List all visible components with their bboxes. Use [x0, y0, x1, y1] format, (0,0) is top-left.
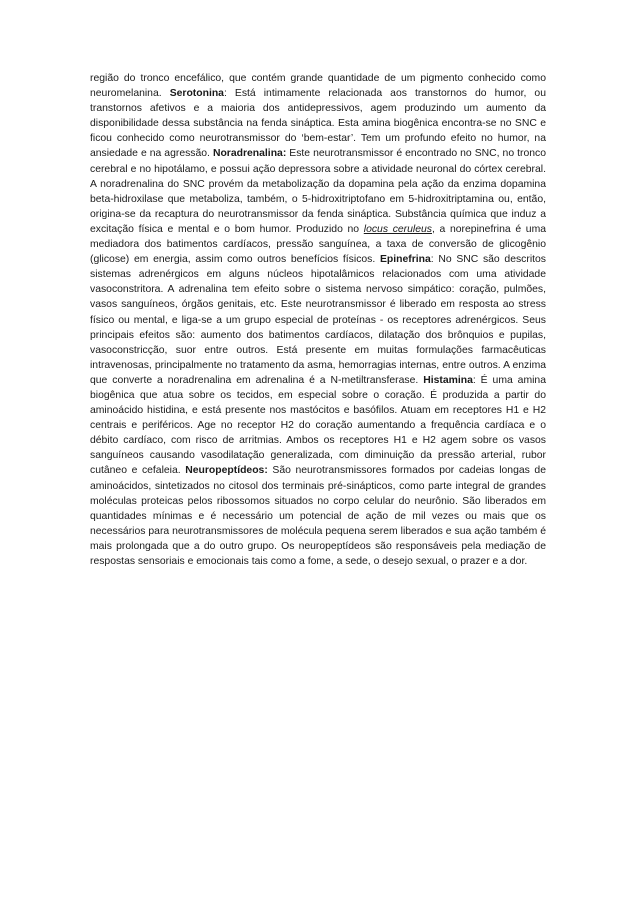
text-segment: , a norepinefrina é uma mediadora dos batimentos cardíacos, pressão sanguínea, a taxa de conversão de glicogênio (glicose) em energia, assim como outros benefícios físicos.: [90, 223, 547, 266]
term-locus-ceruleus: locus ceruleus: [363, 223, 432, 235]
text-segment: região do tronco encefálico, que contém grande quantidade de um pigmento conhecido como neuromelanina.: [90, 73, 546, 100]
text-segment: Este neurotransmissor é encontrado no SNC, no tronco cerebral e no hipotálamo, e possui ação depressora sobre a atividade neuronal do córtex cerebral. A noradrenalina do SNC provém da metabolização da dopamina pela ação da enzima dopamina beta-hidroxilase que metaboliza, também, o 5-hidroxitriptofano em 5-hidroxitriptamina ou, então, origina-se da recaptura do neurotransmissor da fenda sináptica. Substância química que induz a excitação física e mental e o bom humor. Produzido no: [90, 148, 546, 235]
term-serotonina: Serotonina: [169, 88, 224, 100]
term-epinefrina: Epinefrina: [379, 254, 431, 266]
term-noradrenalina: Noradrenalina:: [212, 148, 287, 160]
term-neuropeptideos: Neuropeptídeos:: [185, 465, 268, 477]
body-text: [90, 71, 546, 569]
text-segment: : No SNC são descritos sistemas adrenérgicos em alguns núcleos hipotalâmicos relacionados com uma atividade vasoconstritora. A adrenalina tem efeito sobre o sistema nervoso simpático: coração, pulmões, vasos sanguíneos, órgãos genitais, etc. Este neurotransmissor é liberado em resposta ao stress físico ou mental, e liga-se a um grupo especial de proteínas - os receptores adrenérgicos. Seus principais efeitos são: aumento dos batimentos cardíacos, dilatação dos brônquios e pupilas, vasoconstricção, suor entre outros. Está presente em muitas formulações farmacêuticas intravenosas, principalmente no tratamento da asma, hemorragias internas, entre outros. A enzima que converte a noradrenalina em adrenalina é a N-metiltransferase.: [90, 254, 546, 386]
body-paragraph: [90, 71, 546, 569]
text-segment: : É uma amina biogênica que atua sobre os tecidos, em especial sobre o coração. É produzida a partir do aminoácido histidina, e está presente nos mastócitos e basófilos. Atuam em receptores H1 e H2 centrais e periféricos. Age no receptor H2 do coração aumentando a frequência cardíaca e o débito cardíaco, com risco de arritmias. Ambos os receptores H1 e H2 agem sobre os vasos sanguíneos causando vasodilatação generalizada, com diminuição da pressão arterial, rubor cutâneo e cefaleia.: [90, 374, 546, 477]
text-segment: São neurotransmissores formados por cadeias longas de aminoácidos, sintetizados no citosol dos terminais pré-sinápticos, como parte integral de grandes moléculas proteicas pelos ribossomos situados no corpo celular do neurônio. São liberados em quantidades mínimas e é necessário um potencial de ação de mil vezes ou mais que os necessários para neurotransmissores de molécula pequena serem liberados e sua ação também é mais prolongada que a do outro grupo. Os neuropeptídeos são responsáveis pela mediação de respostas sensoriais e emocionais tais como a fome, a sede, o desejo sexual, o prazer e a dor.: [90, 465, 546, 567]
term-histamina: Histamina: [423, 374, 473, 386]
text-segment: : Está intimamente relacionada aos transtornos do humor, ou transtornos afetivos e a maioria dos antidepressivos, agem produzindo um aumento da disponibilidade dessa substância na fenda sináptica. Esta amina biogênica encontra-se no SNC e ficou conhecido como neurotransmissor do ‘bem-estar’. Tem um profundo efeito no humor, na ansiedade e na agressão.: [90, 88, 546, 160]
